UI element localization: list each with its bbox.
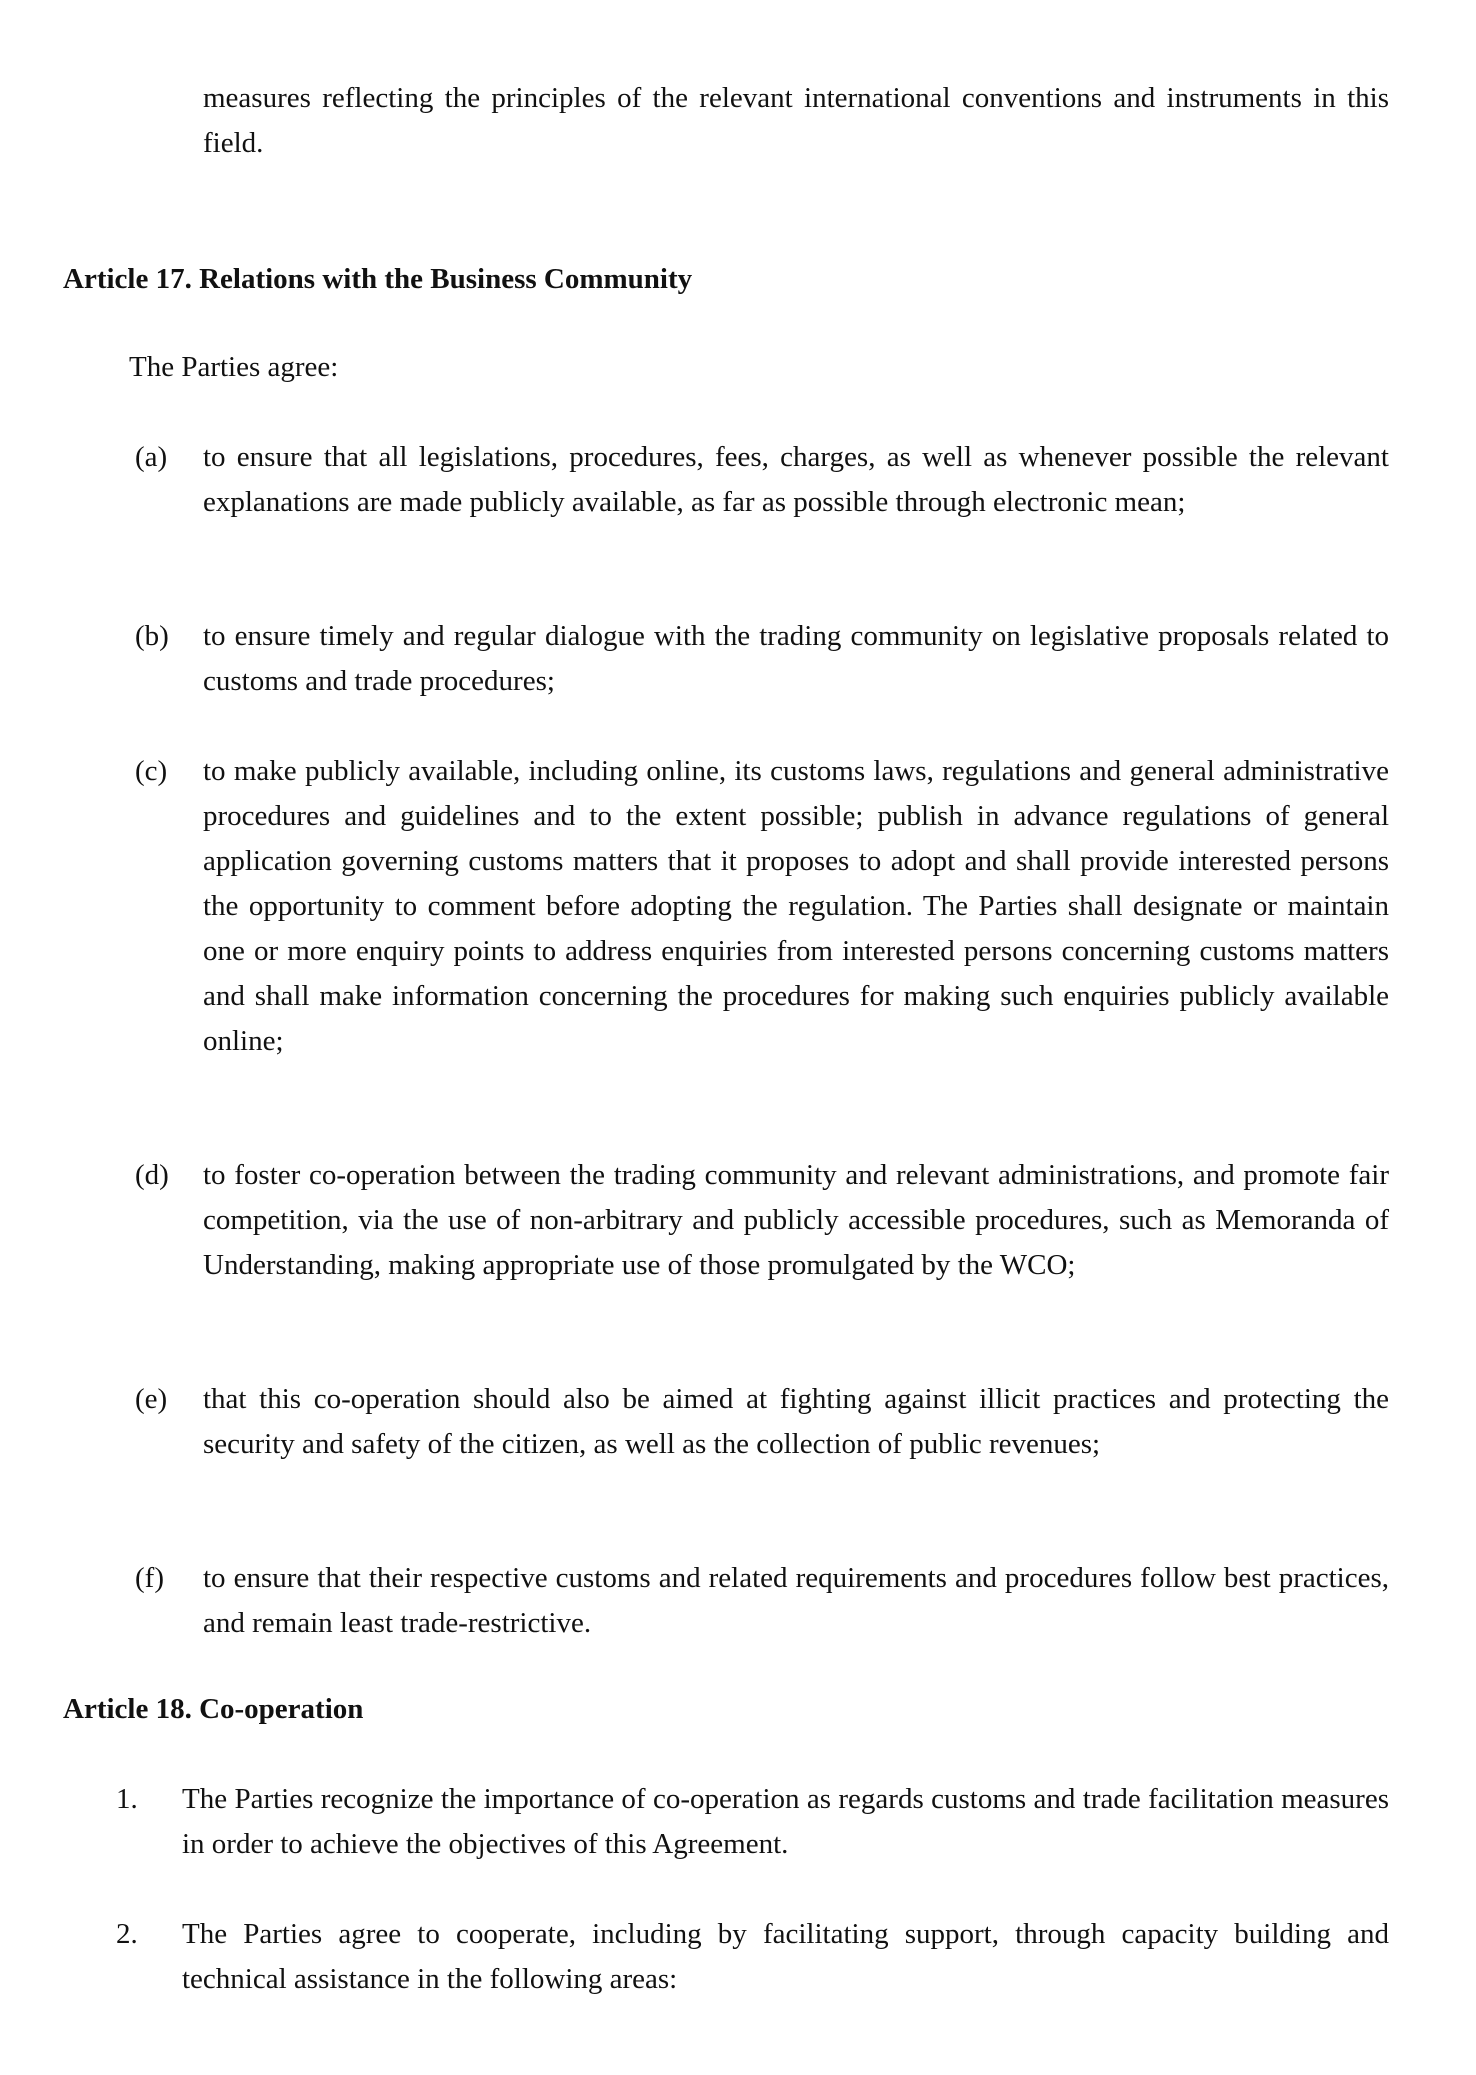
list-item-f [135,1556,1389,1646]
numbered-item-2 [116,1912,1389,2002]
list-item-b [135,614,1389,704]
list-item-text: to foster co-operation between the trading community and relevant administrations, and promote fair competition, via the use of non-arbitrary and publicly accessible procedures, such as Memoranda of Understanding, making appropriate use of those promulgated by the WCO; [203,1159,1389,1281]
list-item-d [135,1153,1389,1288]
continuation-paragraph [203,76,1389,166]
numbered-item-text: The Parties agree to cooperate, including by facilitating support, through capacity building and technical assistance in the following areas: [182,1918,1389,1995]
list-item-label: (a) [135,441,168,473]
list-item-c [135,749,1389,1064]
list-item-text: to ensure timely and regular dialogue with the trading community on legislative proposals related to customs and trade procedures; [203,620,1389,697]
list-item-label: (c) [135,755,168,787]
list-item-e [135,1377,1389,1467]
list-item-label: (e) [135,1383,168,1415]
numbered-item-label: 1. [116,1783,138,1815]
list-item-text: that this co-operation should also be aimed at fighting against illicit practices and protecting the security and safety of the citizen, as well as the collection of public revenues; [203,1383,1389,1460]
list-item-a [135,435,1389,525]
list-item-text: to make publicly available, including online, its customs laws, regulations and general administrative procedures and guidelines and to the extent possible; publish in advance regulations of general application governing customs matters that it proposes to adopt and shall provide interested persons the opportunity to comment before adopting the regulation. The Parties shall designate or maintain one or more enquiry points to address enquiries from interested persons concerning customs matters and shall make information concerning the procedures for making such enquiries publicly available online; [203,755,1389,1057]
numbered-item-1 [116,1777,1389,1867]
list-item-label: (b) [135,620,169,652]
list-item-label: (d) [135,1159,169,1191]
list-item-text: to ensure that their respective customs and related requirements and procedures follow best practices, and remain least trade-restrictive. [203,1562,1389,1639]
list-item-text: to ensure that all legislations, procedures, fees, charges, as well as whenever possible the relevant explanations are made publicly available, as far as possible through electronic mean; [203,441,1389,518]
article-17-heading: Article 17. Relations with the Business Community [63,263,693,295]
continuation-text: measures reflecting the principles of the relevant international conventions and instruments in this field. [203,82,1389,159]
list-item-label: (f) [135,1562,164,1594]
numbered-item-text: The Parties recognize the importance of co-operation as regards customs and trade facilitation measures in order to achieve the objectives of this Agreement. [182,1783,1389,1860]
article-18-heading: Article 18. Co-operation [63,1693,364,1725]
article-17-intro: The Parties agree: [129,351,339,383]
numbered-item-label: 2. [116,1918,138,1950]
